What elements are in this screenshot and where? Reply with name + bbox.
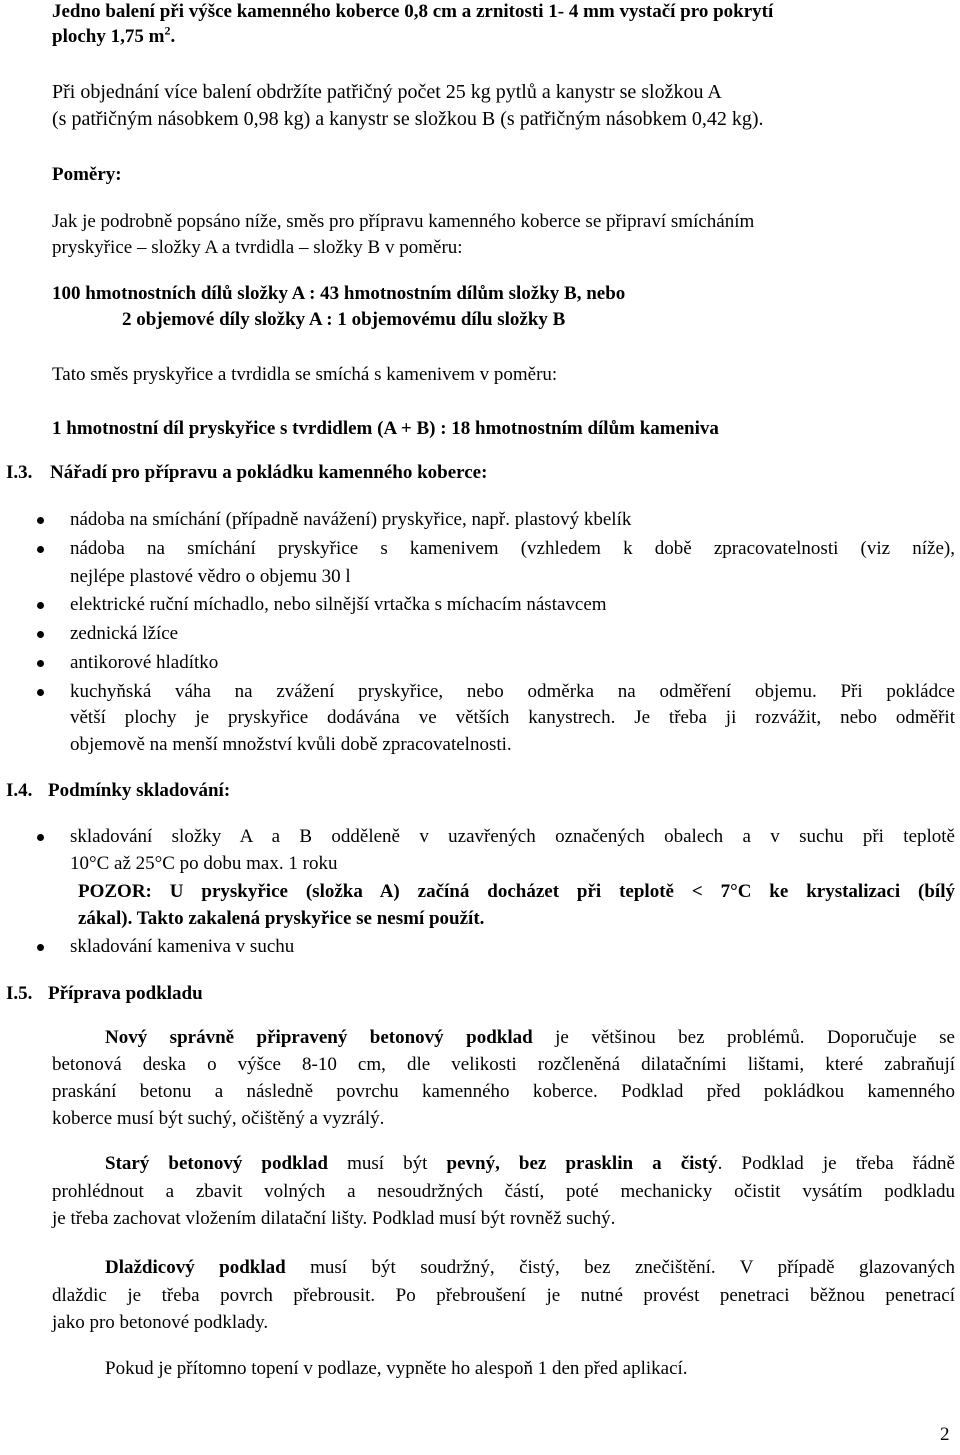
section-number-tools: I.3. xyxy=(6,462,33,483)
bullet-icon xyxy=(37,834,44,841)
prep-new-rest: je většinou bez problémů. Doporučuje se xyxy=(532,1027,955,1048)
ratios-paragraph-line-2: pryskyřice – složky A a tvrdidla – složky B v poměru: xyxy=(52,237,463,258)
intro-line-2-end: . xyxy=(170,26,176,47)
section-title-tools: Nářadí pro přípravu a pokládku kamenného koberce: xyxy=(50,462,488,483)
bullet-icon xyxy=(37,944,44,951)
tools-item-5: antikorové hladítko xyxy=(70,652,219,673)
tools-item-2-line-2: nejlépe plastové vědro o objemu 30 l xyxy=(70,566,351,587)
storage-item-2: skladování kameniva v suchu xyxy=(70,936,295,957)
ratios-heading: Poměry: xyxy=(52,164,122,185)
intro-superscript: 2 xyxy=(164,23,171,38)
prep-old-lead: Starý betonový podklad xyxy=(105,1153,328,1174)
storage-warning-line-1: POZOR: U pryskyřice (složka A) začíná docházet při teplotě < 7°C ke krystalizaci (bílý xyxy=(78,881,955,902)
ratios-paragraph-line-1: Jak je podrobně popsáno níže, směs pro přípravu kamenného koberce se připraví smícháním xyxy=(52,211,755,232)
prep-old-line-1 xyxy=(105,1152,955,1176)
tools-item-6-line-3: objemově na menší množství kvůli době zpracovatelnosti. xyxy=(70,734,512,755)
prep-heating-note: Pokud je přítomno topení v podlaze, vypněte ho alespoň 1 den před aplikací. xyxy=(105,1358,688,1379)
prep-old-line-2: prohlédnout a zbavit volných a nesoudržných částí, poté mechanicky očistit vysátím podkladu xyxy=(52,1181,955,1202)
bullet-icon xyxy=(37,631,44,638)
prep-new-lead: Nový správně připravený betonový podklad xyxy=(105,1027,533,1048)
prep-old-emphasis: pevný, bez prasklin a čistý xyxy=(446,1153,718,1174)
prep-new-line-4: koberce musí být suchý, očištěný a vyzrálý. xyxy=(52,1108,385,1129)
ratio-volume: 2 objemové díly složky A : 1 objemovému dílu složky B xyxy=(122,309,566,330)
prep-old-line-3: je třeba zachovat vložením dilatační lišty. Podklad musí být rovněž suchý. xyxy=(52,1208,616,1229)
prep-tile-rest: musí být soudržný, čistý, bez znečištění. V případě glazovaných xyxy=(285,1257,955,1278)
tools-item-2-line-1: nádoba na smíchání pryskyřice s kamenivem (vzhledem k době zpracovatelnosti (viz níže), xyxy=(70,538,955,559)
prep-tile-lead: Dlaždicový podklad xyxy=(105,1257,286,1278)
bullet-icon xyxy=(37,660,44,667)
tools-item-3: elektrické ruční míchadlo, nebo silnější vrtačka s míchacím nástavcem xyxy=(70,594,607,615)
bullet-icon xyxy=(37,689,44,696)
ratios-paragraph-line-3: Tato směs pryskyřice a tvrdidla se smíchá s kamenivem v poměru: xyxy=(52,364,558,385)
bullet-icon xyxy=(37,517,44,524)
prep-tile-line-2: dlaždic je třeba povrch přebrousit. Po přebroušení je nutné provést penetraci běžnou penetrací xyxy=(52,1285,955,1306)
page-number: 2 xyxy=(940,1424,950,1445)
tools-item-6-line-1: kuchyňská váha na zvážení pryskyřice, nebo odměrka na odměření objemu. Při pokládce xyxy=(70,681,955,702)
order-line-2: (s patřičným násobkem 0,98 kg) a kanystr se složkou B (s patřičným násobkem 0,42 kg). xyxy=(52,108,764,130)
storage-item-1-line-2: 10°C až 25°C po dobu max. 1 roku xyxy=(70,853,338,874)
ratio-aggregate: 1 hmotnostní díl pryskyřice s tvrdidlem (A + B) : 18 hmotnostním dílům kameniva xyxy=(52,418,719,439)
prep-old-mid: musí být xyxy=(327,1153,447,1174)
prep-tile-line-1 xyxy=(105,1256,955,1280)
section-number-storage: I.4. xyxy=(6,780,33,801)
intro-line-2 xyxy=(52,25,175,49)
prep-new-line-1 xyxy=(105,1026,955,1050)
intro-line-1: Jedno balení při výšce kamenného koberce 0,8 cm a zrnitosti 1- 4 mm vystačí pro pokrytí xyxy=(52,1,774,22)
order-line-1: Při objednání více balení obdržíte patřičný počet 25 kg pytlů a kanystr se složkou A xyxy=(52,81,722,103)
section-title-prep: Příprava podkladu xyxy=(48,983,203,1004)
tools-item-6-line-2: větší plochy je pryskyřice dodávána ve větších kanystrech. Je třeba ji rozvážit, nebo odměřit xyxy=(70,707,955,728)
tools-item-1: nádoba na smíchání (případně navážení) pryskyřice, např. plastový kbelík xyxy=(70,509,632,530)
section-number-prep: I.5. xyxy=(6,983,33,1004)
intro-line-2-text: plochy 1,75 m xyxy=(52,26,165,47)
bullet-icon xyxy=(37,546,44,553)
tools-item-4: zednická lžíce xyxy=(70,623,179,644)
storage-warning-line-2: zákal). Takto zakalená pryskyřice se nesmí použít. xyxy=(78,908,485,929)
bullet-icon xyxy=(37,602,44,609)
prep-old-rest: . Podklad je třeba řádně xyxy=(717,1153,955,1174)
prep-new-line-2: betonová deska o výšce 8-10 cm, dle velikosti rozčleněná dilatačními lištami, které zabraňují xyxy=(52,1054,955,1075)
ratio-weight: 100 hmotnostních dílů složky A : 43 hmotnostním dílům složky B, nebo xyxy=(52,283,626,304)
section-title-storage: Podmínky skladování: xyxy=(48,780,231,801)
prep-new-line-3: praskání betonu a následně povrchu kamenného koberce. Podklad před pokládkou kamenného xyxy=(52,1081,955,1102)
prep-tile-line-3: jako pro betonové podklady. xyxy=(52,1312,269,1333)
storage-item-1-line-1: skladování složky A a B odděleně v uzavřených označených obalech a v suchu při teplotě xyxy=(70,826,955,847)
